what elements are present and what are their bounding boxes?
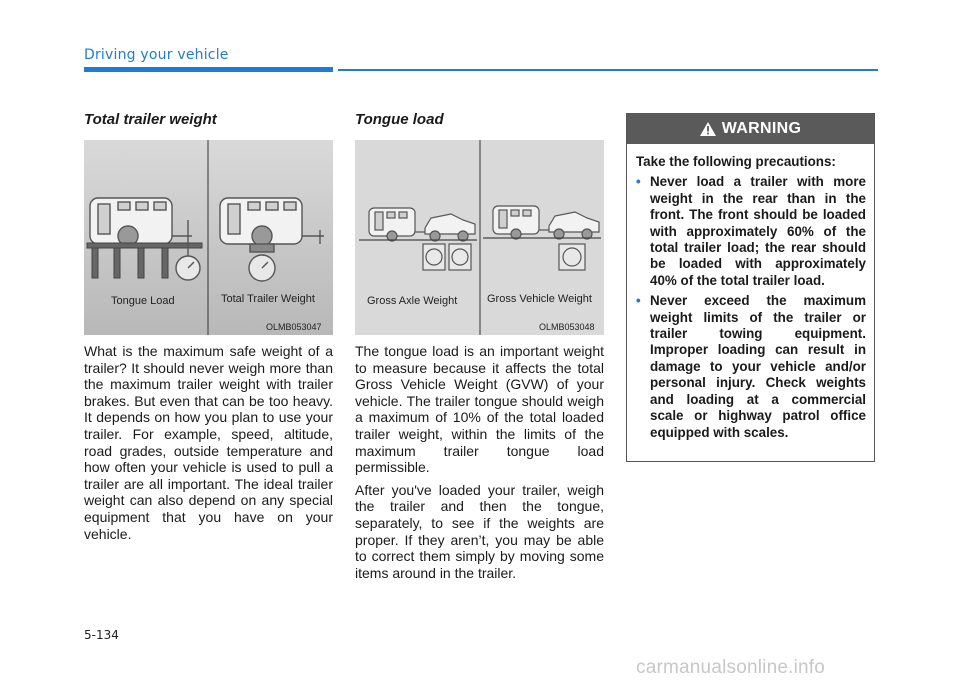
figure-code: OLMB053047 [266, 322, 322, 332]
header-rule-thin [338, 69, 878, 71]
label-gross-vehicle-weight: Gross Vehicle Weight [487, 293, 592, 305]
warning-triangle-icon [700, 122, 716, 136]
warning-header [627, 114, 874, 144]
warning-body [627, 144, 874, 441]
warning-item [636, 174, 866, 289]
tongue-load-title: Tongue load [355, 111, 444, 128]
warning-intro: Take the following precautions: [636, 154, 836, 169]
bullet: • [636, 174, 641, 190]
figure-total-trailer-weight [84, 140, 333, 335]
bullet: • [636, 293, 641, 309]
watermark: carmanualsonline.info [636, 657, 826, 678]
figure-tongue-load [355, 140, 604, 335]
left-body-text [84, 343, 333, 548]
warning-box [626, 113, 875, 462]
label-total-trailer-weight: Total Trailer Weight [221, 293, 315, 305]
warning-item-text: Never load a trailer with more weight in the rear than in the front. The front should be loaded with approximately 60% of the total trailer load; the rear should be loaded with approximately 40% of the total trailer load. [650, 174, 866, 288]
warning-list [636, 174, 866, 441]
middle-paragraph-1: The tongue load is an important weight to measure because it affects the total Gross Vehicle Weight (GVW) of your vehicle. The trailer tongue should weigh a maximum of 10% of the total loaded trailer weight, within the limits of the maximum trailer tongue load permissible. [355, 343, 604, 476]
label-tongue-load: Tongue Load [111, 295, 175, 307]
middle-paragraph-2: After you've loaded your trailer, weigh the trailer and then the tongue, separately, to see if the weights are proper. If they aren’t, you may be able to correct them simply by moving some items around in the trailer. [355, 481, 604, 581]
left-paragraph: What is the maximum safe weight of a trailer? It should never weigh more than the maximum trailer weight with trailer brakes. But even that can be too heavy. It depends on how you plan to use your trailer. For example, speed, altitude, road grades, outside temperature and how often your vehicle is used to pull a trailer are all important. The ideal trailer weight can also depend on any special equipment that you have on your vehicle. [84, 343, 333, 542]
header-rule-thick [84, 67, 333, 72]
section-header: Driving your vehicle [84, 47, 229, 63]
page-number: 5-134 [84, 628, 119, 642]
label-gross-axle-weight: Gross Axle Weight [367, 295, 458, 307]
middle-body-text [355, 343, 604, 587]
warning-item-text: Never exceed the maximum weight limits of the trailer or trailer towing equipment. Improper loading can result in damage to your vehicle and/or personal injury. Check weights and loading at a commercial scale or highway patrol office equipped with scales. [650, 293, 866, 440]
figure-code: OLMB053048 [539, 322, 595, 332]
warning-title: WARNING [721, 120, 802, 137]
total-trailer-weight-title: Total trailer weight [84, 111, 217, 128]
warning-item [636, 293, 866, 441]
